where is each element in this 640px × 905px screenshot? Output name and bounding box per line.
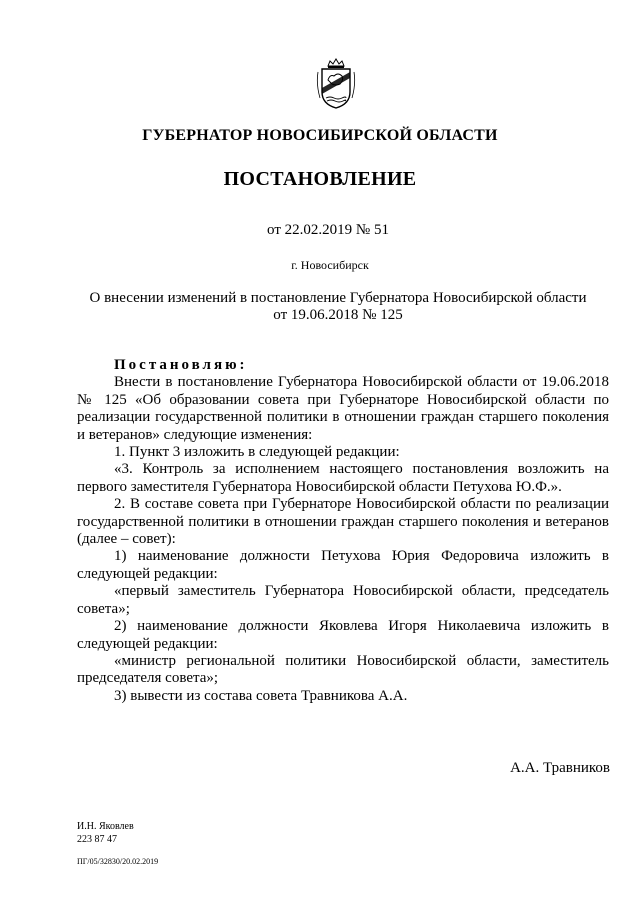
- body-paragraph: 1) наименование должности Петухова Юрия Федоровича изложить в следующей редакции:: [77, 548, 609, 582]
- decree-heading: [77, 357, 609, 374]
- executor-phone: 223 87 47: [77, 834, 117, 845]
- body-paragraph: «первый заместитель Губернатора Новосибирской области, председатель совета»;: [77, 583, 609, 617]
- body-paragraph: 2) наименование должности Яковлева Игоря Николаевича изложить в следующей редакции:: [77, 618, 609, 652]
- document-registration-code: ПГ/05/32830/20.02.2019: [77, 857, 159, 866]
- document-body: [77, 357, 609, 705]
- executor-name: И.Н. Яковлев: [77, 821, 134, 832]
- signature-name: А.А. Травников: [510, 760, 610, 776]
- subject-line-2: от 19.06.2018 № 125: [273, 307, 403, 323]
- body-paragraph: 2. В составе совета при Губернаторе Новосибирской области по реализации государственной политики в отношении граждан старшего поколения и ветеранов (далее – совет):: [77, 496, 609, 548]
- subject-line-1: О внесении изменений в постановление Губернатора Новосибирской области: [89, 290, 587, 306]
- decree-colon: :: [239, 357, 245, 373]
- executor-info: [77, 820, 134, 846]
- document-subject: [18, 290, 640, 324]
- decree-word: Постановляю: [114, 357, 240, 373]
- body-paragraph: Внести в постановление Губернатора Новосибирской области от 19.06.2018 № 125 «Об образовании совета при Губернаторе Новосибирской области по реализации государственной политики в отношении граждан старшего поколения и ветеранов» следующие изменения:: [77, 374, 609, 443]
- body-paragraph: 3) вывести из состава совета Травникова А.А.: [114, 687, 408, 704]
- document-date-number: от 22.02.2019 № 51: [267, 222, 389, 238]
- document-type-heading: ПОСТАНОВЛЕНИЕ: [223, 168, 417, 190]
- body-paragraph: «министр региональной политики Новосибирской области, заместитель председателя совета»;: [77, 652, 609, 687]
- body-paragraph: 1. Пункт 3 изложить в следующей редакции:: [114, 444, 400, 461]
- org-title: ГУБЕРНАТОР НОВОСИБИРСКОЙ ОБЛАСТИ: [142, 127, 498, 144]
- body-paragraph: «3. Контроль за исполнением настоящего постановления возложить на первого заместителя Губернатора Новосибирской области Петухова Ю.Ф.».: [77, 461, 609, 495]
- coat-of-arms-icon: [316, 58, 356, 110]
- document-city: г. Новосибирск: [291, 258, 369, 272]
